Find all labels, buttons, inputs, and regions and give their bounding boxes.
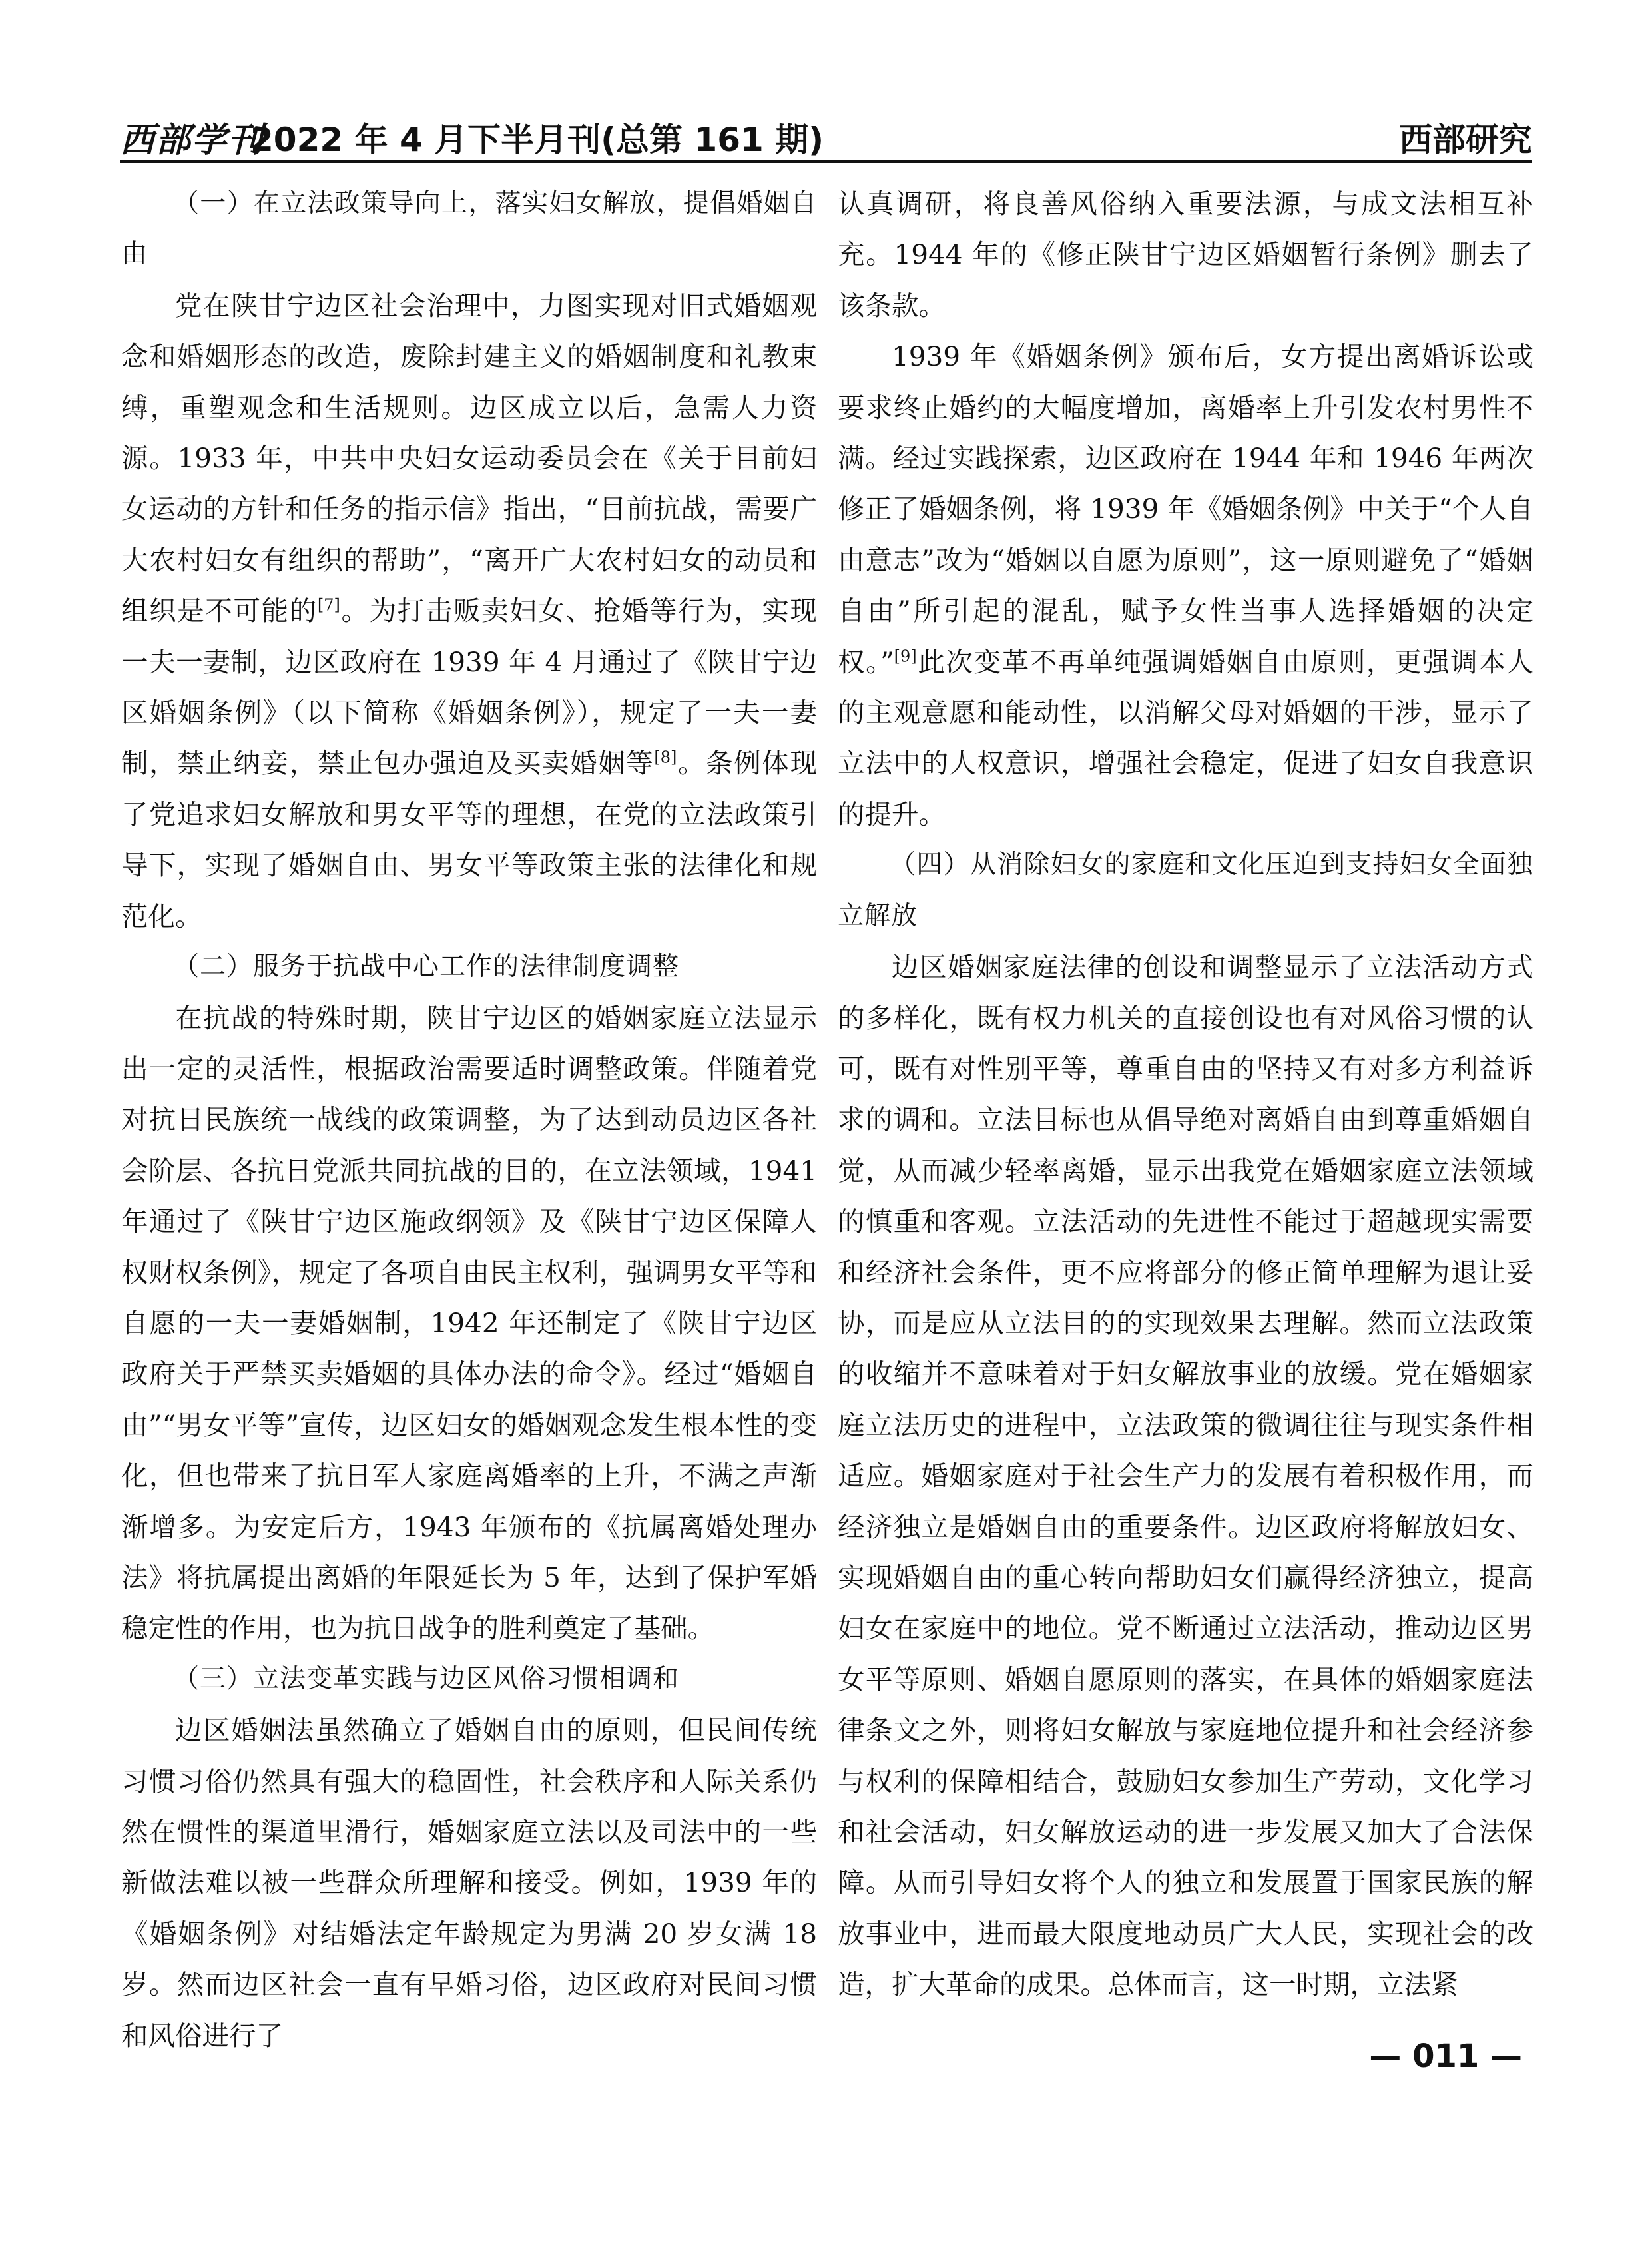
issue-info: 2022 年 4 月下半月刊(总第 161 期) xyxy=(250,121,824,159)
subheading-3: （三）立法变革实践与边区风俗习惯相调和 xyxy=(173,1663,680,1694)
paragraph-4 xyxy=(838,331,1533,840)
paragraph-4-text-b: 此次变革不再单纯强调婚姻自由原则，更强调本人的主观意愿和能动性，以消解父母对婚姻的干涉，显示了立法中的人权意识，增强社会稳定，促进了妇女自我意识的提升。 xyxy=(838,645,1533,830)
paragraph-2: 在抗战的特殊时期，陕甘宁边区的婚姻家庭立法显示出一定的灵活性，根据政治需要适时调整政策。伴随着党对抗日民族统一战线的政策调整，为了达到动员边区各社会阶层、各抗日党派共同抗战的目的，在立法领域，1941 年通过了《陕甘宁边区施政纲领》及《陕甘宁边区保障人权财权条例》，规定了各项自由民主权利，强调男女平等和自愿的一夫一妻婚姻制，1942 年还制定了《陕甘宁边区政府关于严禁买卖婚姻的具体办法的命令》。经过“婚姻自由”“男女平等”宣传，边区妇女的婚姻观念发生根本性的变化，但也带来了抗日军人家庭离婚率的上升，不满之声渐渐增多。为安定后方，1943 年颁布的《抗属离婚处理办法》将抗属提出离婚的年限延长为 5 年，达到了保护军婚稳定性的作用，也为抗日战争的胜利奠定了基础。 xyxy=(121,1001,817,1645)
footnote-ref-9: [9] xyxy=(894,647,917,666)
section-name: 西部研究 xyxy=(1399,121,1532,159)
footnote-ref-8: [8] xyxy=(654,748,677,767)
paragraph-5: 边区婚姻家庭法律的创设和调整显示了立法活动方式的多样化，既有权力机关的直接创设也有对风俗习惯的认可，既有对性别平等，尊重自由的坚持又有对多方利益诉求的调和。立法目标也从倡导绝对离婚自由到尊重婚姻自觉，从而减少轻率离婚，显示出我党在婚姻家庭立法领域的慎重和客观。立法活动的先进性不能过于超越现实需要和经济社会条件，更不应将部分的修正简单理解为退让妥协，而是应从立法目的的实现效果去理解。然而立法政策的收缩并不意味着对于妇女解放事业的放缓。党在婚姻家庭立法历史的进程中，立法政策的微调往往与现实条件相适应。婚姻家庭对于社会生产力的发展有着积极作用，而经济独立是婚姻自由的重要条件。边区政府将解放妇女、实现婚姻自由的重心转向帮助妇女们赢得经济独立，提高妇女在家庭中的地位。党不断通过立法活动，推动边区男女平等原则、婚姻自愿原则的落实，在具体的婚姻家庭法律条文之外，则将妇女解放与家庭地位提升和社会经济参与权利的保障相结合，鼓励妇女参加生产劳动，文化学习和社会活动，妇女解放运动的进一步发展又加大了合法保障。从而引导妇女将个人的独立和发展置于国家民族的解放事业中，进而最大限度地动员广大人民，实现社会的改造，扩大革命的成果。总体而言，这一时期，立法紧 xyxy=(838,951,1533,2001)
paragraph-4-text-a: 1939 年《婚姻条例》颁布后，女方提出离婚诉讼或要求终止婚约的大幅度增加，离婚率上升引发农村男性不满。经过实践探索，边区政府在 1944 年和 1946 年两次修正了婚姻条例，将 1939 年《婚姻条例》中关于“个人自由意志”改为“婚姻以自愿为原则”，这一原则避免了“婚姻自由”所引起的混乱，赋予女性当事人选择婚姻的决定权。” xyxy=(838,340,1533,678)
paragraph-1-text-a: 党在陕甘宁边区社会治理中，力图实现对旧式婚姻观念和婚姻形态的改造，废除封建主义的婚姻制度和礼教束缚，重塑观念和生活规则。边区成立以后，急需人力资源。1933 年，中共中央妇女运动委员会在《关于目前妇女运动的方针和任务的指示信》指出，“目前抗战，需要广大农村妇女有组织的帮助”，“离开广大农村妇女的动员和组织是不可能的 xyxy=(121,289,817,627)
paragraph-3-continued: 认真调研，将良善风俗纳入重要法源，与成文法相互补充。1944 年的《修正陕甘宁边区婚姻暂行条例》删去了该条款。 xyxy=(838,188,1533,322)
page-number: — 011 — xyxy=(1369,2038,1522,2075)
paragraph-1-text-b: 。为打击贩卖妇女、抢婚等行为，实现一夫一妻制，边区政府在 1939 年 4 月通过了《陕甘宁边区婚姻条例》（以下简称《婚姻条例》），规定了一夫一妻制，禁止纳妾，禁止包办强迫及买卖婚姻等 xyxy=(121,595,817,780)
left-column xyxy=(121,178,817,2061)
subheading-4: （四）从消除妇女的家庭和文化压迫到支持妇女全面独立解放 xyxy=(838,850,1533,931)
right-column xyxy=(838,178,1533,2010)
paragraph-1 xyxy=(121,280,817,942)
page-header xyxy=(120,107,1532,163)
paragraph-3: 边区婚姻法虽然确立了婚姻自由的原则，但民间传统习惯习俗仍然具有强大的稳固性，社会秩序和人际关系仍然在惯性的渠道里滑行，婚姻家庭立法以及司法中的一些新做法难以被一些群众所理解和接受。例如，1939 年的《婚姻条例》对结婚法定年龄规定为男满 20 岁女满 18 岁。然而边区社会一直有早婚习俗，边区政府对民间习惯和风俗进行了 xyxy=(121,1714,817,2052)
subheading-1: （一）在立法政策导向上，落实妇女解放，提倡婚姻自由 xyxy=(121,188,817,270)
journal-logo: 西部学刊 xyxy=(120,120,264,160)
footnote-ref-7: [7] xyxy=(317,595,340,615)
paragraph-1-text-c: 。条例体现了党追求妇女解放和男女平等的理想，在党的立法政策引导下，实现了婚姻自由、男女平等政策主张的法律化和规范化。 xyxy=(121,747,817,932)
subheading-2: （二）服务于抗战中心工作的法律制度调整 xyxy=(173,952,680,982)
